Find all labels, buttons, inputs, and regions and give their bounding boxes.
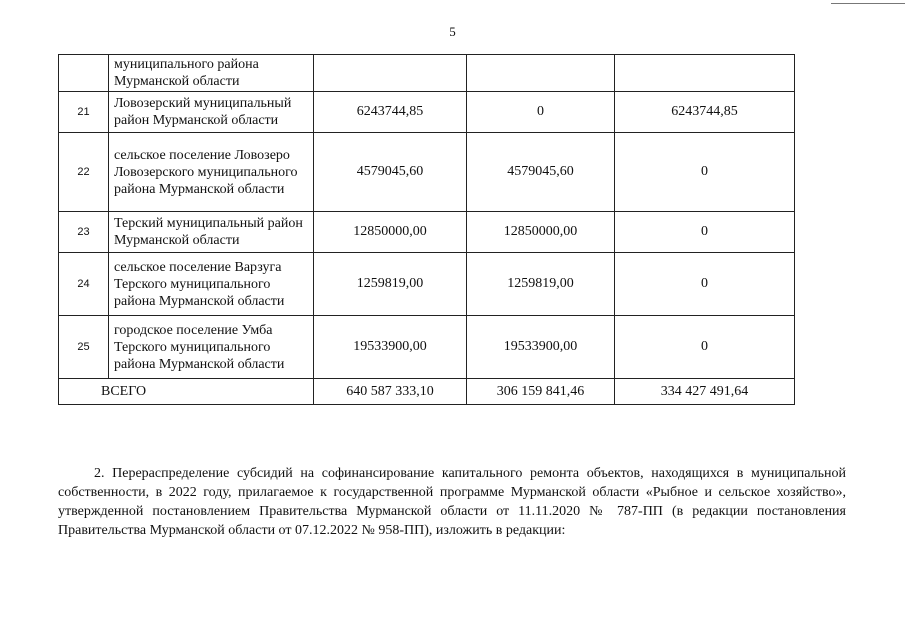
total-amount-cell: 1259819,00 [314, 253, 467, 316]
amount-column-2-cell: 19533900,00 [467, 316, 615, 379]
total-column-2-cell: 306 159 841,46 [467, 379, 615, 405]
table-row [59, 55, 795, 92]
subsidy-distribution-table [58, 54, 795, 405]
table-row [59, 212, 795, 253]
municipality-name-cell: муниципального района Мурманской области [109, 55, 314, 92]
row-number-cell: 25 [59, 316, 109, 379]
total-column-3-cell: 334 427 491,64 [615, 379, 795, 405]
row-number-cell: 24 [59, 253, 109, 316]
page-corner-mark [831, 0, 905, 4]
amount-column-3-cell: 0 [615, 133, 795, 212]
amount-column-3-cell: 0 [615, 316, 795, 379]
table-total-row [59, 379, 795, 405]
amount-column-2-cell: 0 [467, 92, 615, 133]
row-number-cell: 22 [59, 133, 109, 212]
total-label-cell: ВСЕГО [59, 379, 314, 405]
total-amount-cell: 19533900,00 [314, 316, 467, 379]
amount-column-2-cell [467, 55, 615, 92]
total-amount-cell: 12850000,00 [314, 212, 467, 253]
amount-column-3-cell [615, 55, 795, 92]
row-number-cell [59, 55, 109, 92]
total-amount-cell: 4579045,60 [314, 133, 467, 212]
amount-column-3-cell: 0 [615, 212, 795, 253]
table-row [59, 92, 795, 133]
municipality-name-cell: сельское поселение Варзуга Терского муниципального района Мурманской области [109, 253, 314, 316]
total-amount-cell [314, 55, 467, 92]
total-amount-cell: 6243744,85 [314, 92, 467, 133]
page-number: 5 [449, 24, 456, 39]
municipality-name-cell: сельское поселение Ловозеро Ловозерского муниципального района Мурманской области [109, 133, 314, 212]
municipality-name-cell: городское поселение Умба Терского муниципального района Мурманской области [109, 316, 314, 379]
table-row [59, 316, 795, 379]
amount-column-2-cell: 4579045,60 [467, 133, 615, 212]
amount-column-3-cell: 6243744,85 [615, 92, 795, 133]
row-number-cell: 21 [59, 92, 109, 133]
amount-column-2-cell: 1259819,00 [467, 253, 615, 316]
amount-column-3-cell: 0 [615, 253, 795, 316]
municipality-name-cell: Терский муниципальный район Мурманской области [109, 212, 314, 253]
amount-column-2-cell: 12850000,00 [467, 212, 615, 253]
row-number-cell: 23 [59, 212, 109, 253]
municipality-name-cell: Ловозерский муниципальный район Мурманской области [109, 92, 314, 133]
table-row [59, 253, 795, 316]
table-row [59, 133, 795, 212]
grand-total-cell: 640 587 333,10 [314, 379, 467, 405]
body-paragraph: 2. Перераспределение субсидий на софинансирование капитального ремонта объектов, находящихся в муниципальной собственности, в 2022 году, прилагаемое к государственной программе Мурманской области «Рыбное и сельское хозяйство», утвержденной постановлением Правительства Мурманской области от 11.11.2020 № 787-ПП (в редакции постановления Правительства Мурманской области от 07.12.2022 № 958-ПП), изложить в редакции: [58, 466, 846, 538]
